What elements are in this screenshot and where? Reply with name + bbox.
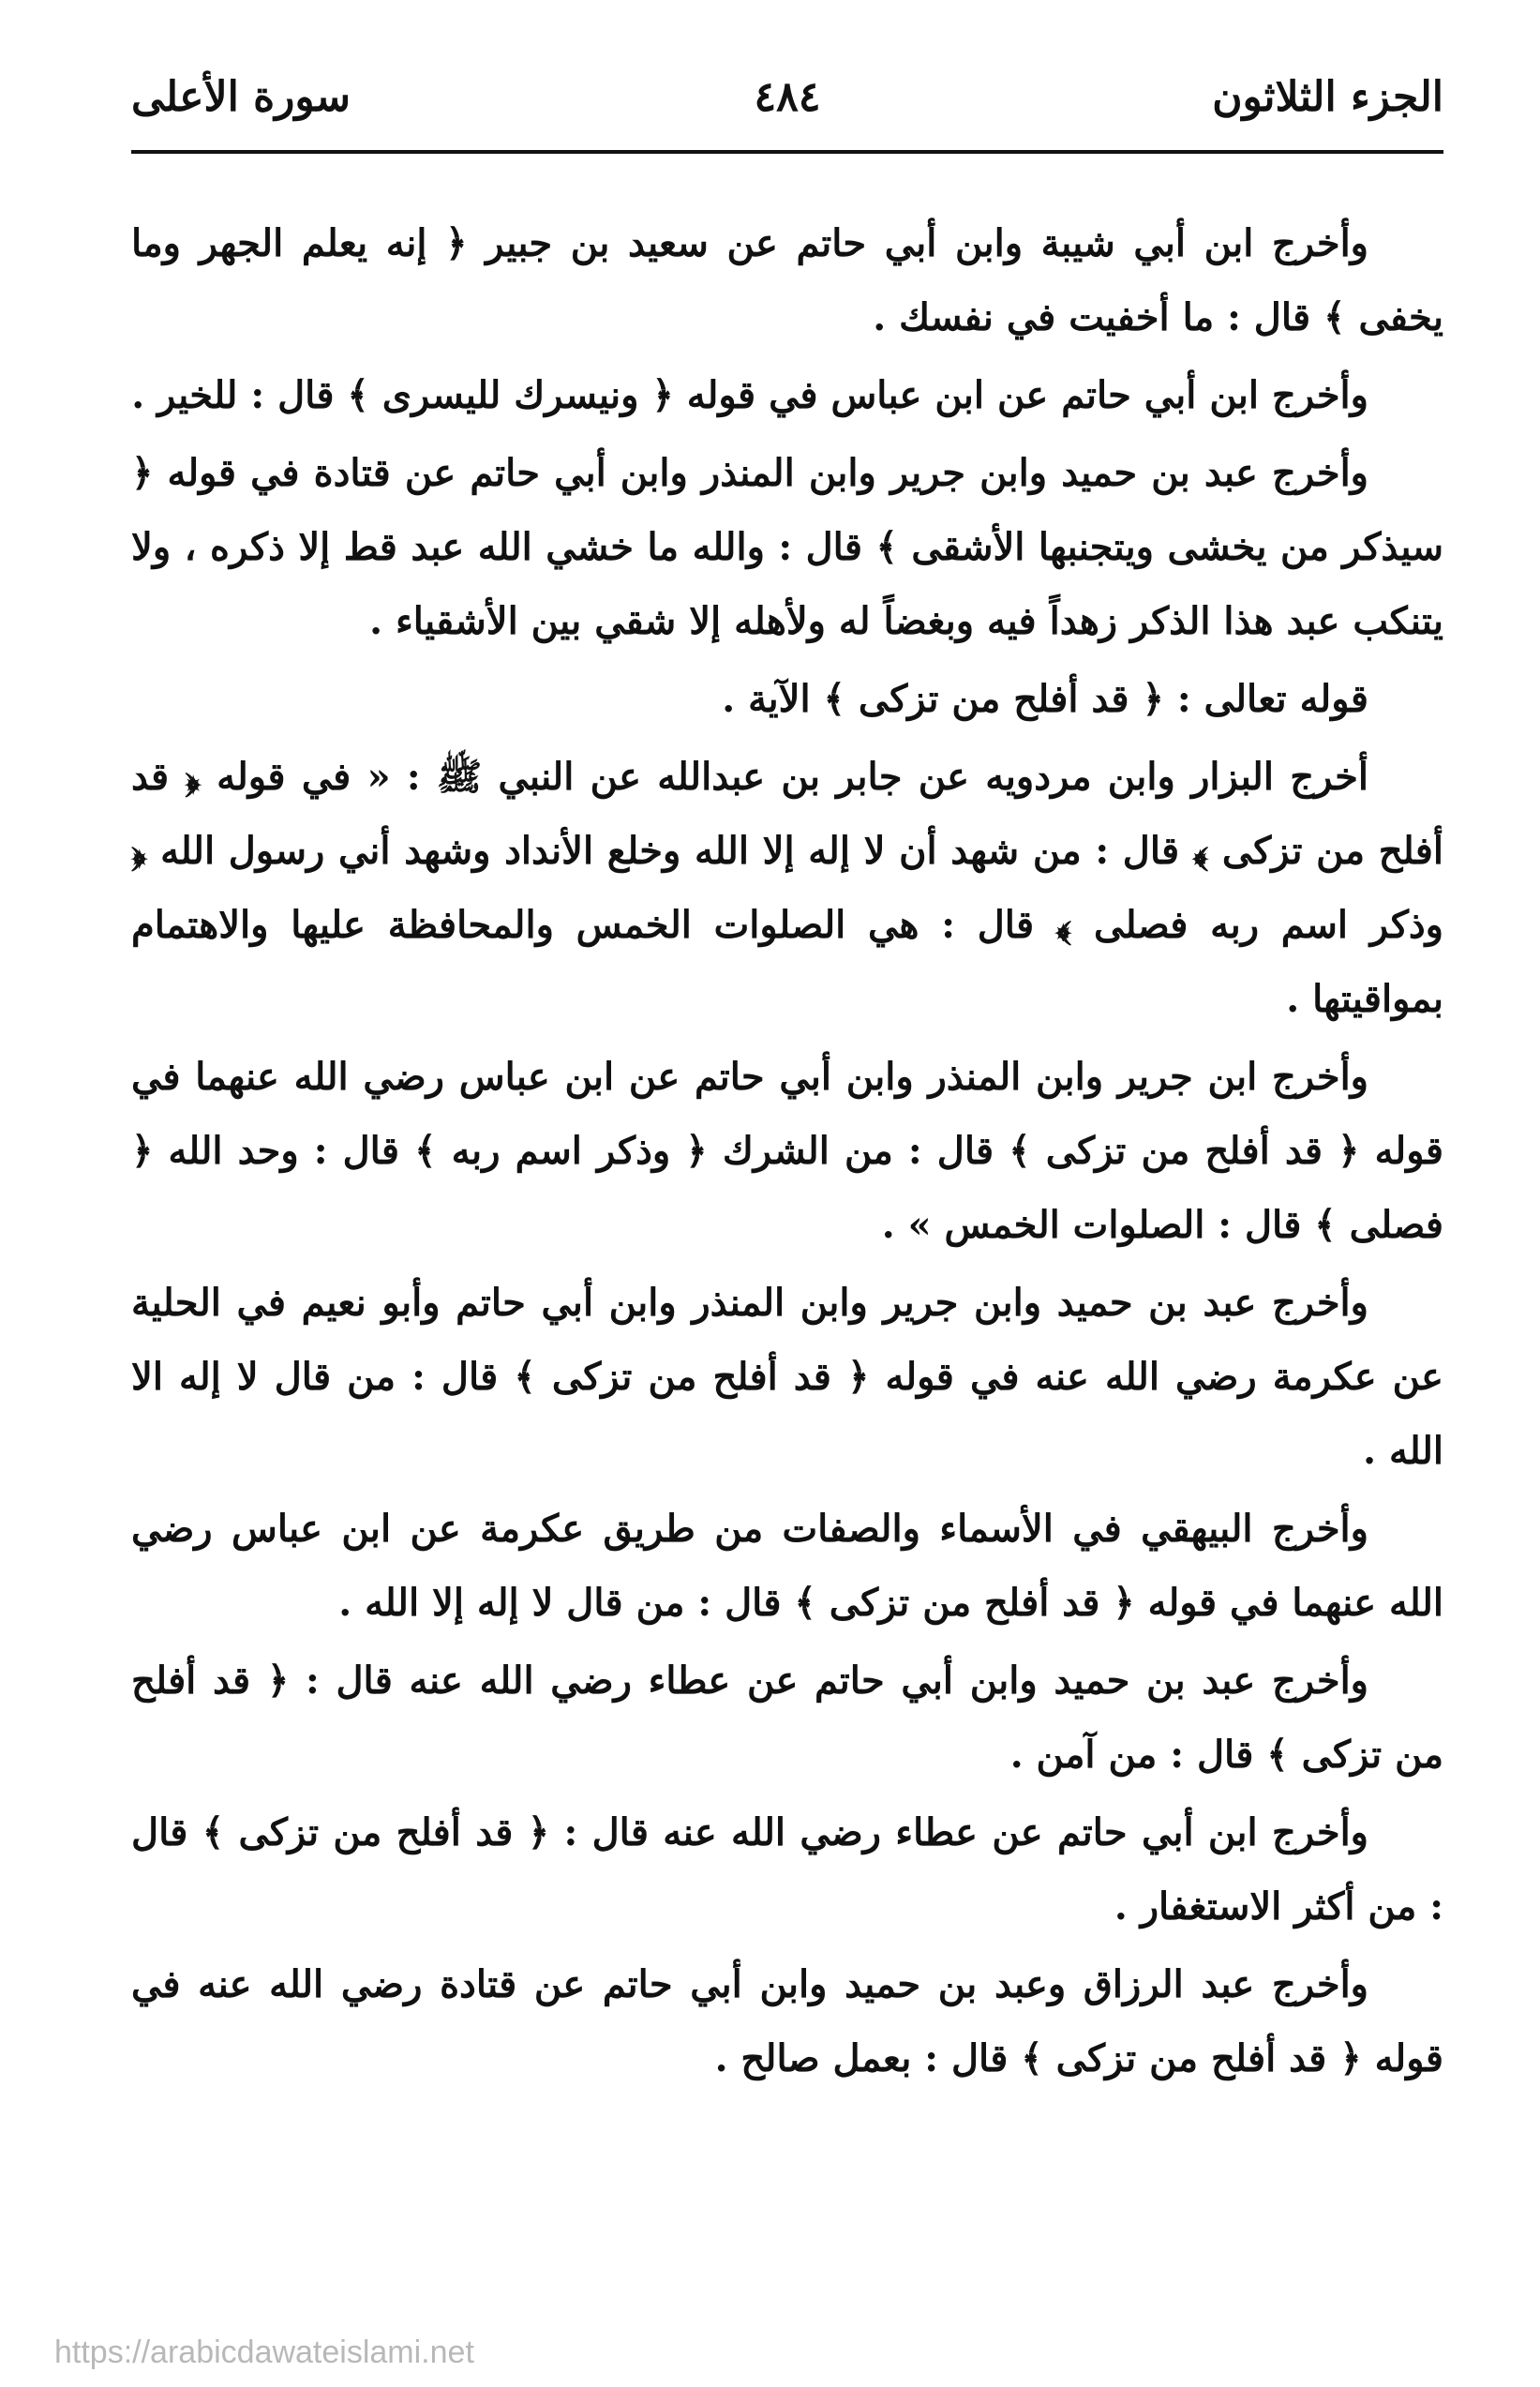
header-divider bbox=[131, 150, 1443, 154]
paragraph: وأخرج ابن أبي شيبة وابن أبي حاتم عن سعيد بن جبير ﴿ إنه يعلم الجهر وما يخفى ﴾ قال : ما أخفيت في نفسك . bbox=[131, 221, 1443, 339]
paragraph: وأخرج عبد الرزاق وعبد بن حميد وابن أبي حاتم عن قتادة رضي الله عنه في قوله ﴿ قد أفلح من تزكى ﴾ قال : بعمل صالح . bbox=[131, 1962, 1443, 2080]
paragraph: وأخرج عبد بن حميد وابن جرير وابن المنذر وابن أبي حاتم وأبو نعيم في الحلية عن عكرمة رضي الله عنه في قوله ﴿ قد أفلح من تزكى ﴾ قال : من قال لا إله الا الله . bbox=[131, 1281, 1443, 1473]
paragraph: أخرج البزار وابن مردويه عن جابر بن عبدالله عن النبي ﷺ : « في قوله ﴿ قد أفلح من تزكى ﴾ قال : من شهد أن لا إله إلا الله وخلع الأنداد وشهد أني رسول الله ﴿ وذكر اسم ربه فصلى ﴾ قال : هي الصلوات الخمس والمحافظة عليها والاهتمام بمواقيتها . bbox=[131, 755, 1443, 1021]
juz-title: الجزء الثلاثون bbox=[1212, 73, 1443, 121]
page-body bbox=[131, 206, 1443, 2099]
paragraph: وأخرج ابن أبي حاتم عن عطاء رضي الله عنه قال : ﴿ قد أفلح من تزكى ﴾ قال : من أكثر الاستغفار . bbox=[131, 1810, 1443, 1929]
watermark-url: https://arabicdawateislami.net bbox=[54, 2334, 474, 2370]
paragraph: وأخرج البيهقي في الأسماء والصفات من طريق عكرمة عن ابن عباس رضي الله عنهما في قوله ﴿ قد أفلح من تزكى ﴾ قال : من قال لا إله إلا الله . bbox=[131, 1507, 1443, 1625]
page-header bbox=[131, 73, 1443, 139]
paragraph: وأخرج ابن أبي حاتم عن ابن عباس في قوله ﴿ ونيسرك لليسرى ﴾ قال : للخير . bbox=[131, 373, 1368, 417]
page-number: ٤٨٤ bbox=[754, 73, 821, 121]
surah-title: سورة الأعلى bbox=[131, 73, 351, 121]
paragraph: قوله تعالى : ﴿ قد أفلح من تزكى ﴾ الآية . bbox=[722, 677, 1368, 721]
paragraph: وأخرج ابن جرير وابن المنذر وابن أبي حاتم عن ابن عباس رضي الله عنهما في قوله ﴿ قد أفلح من تزكى ﴾ قال : من الشرك ﴿ وذكر اسم ربه ﴾ قال : وحد الله ﴿ فصلى ﴾ قال : الصلوات الخمس » . bbox=[131, 1055, 1443, 1247]
paragraph: وأخرج عبد بن حميد وابن أبي حاتم عن عطاء رضي الله عنه قال : ﴿ قد أفلح من تزكى ﴾ قال : من آمن . bbox=[131, 1659, 1443, 1777]
paragraph: وأخرج عبد بن حميد وابن جرير وابن المنذر وابن أبي حاتم عن قتادة في قوله ﴿ سيذكر من يخشى ويتجنبها الأشقى ﴾ قال : والله ما خشي الله عبد قط إلا ذكره ، ولا يتنكب عبد هذا الذكر زهداً فيه وبغضاً له ولأهله إلا شقي بين الأشقياء . bbox=[131, 451, 1443, 643]
